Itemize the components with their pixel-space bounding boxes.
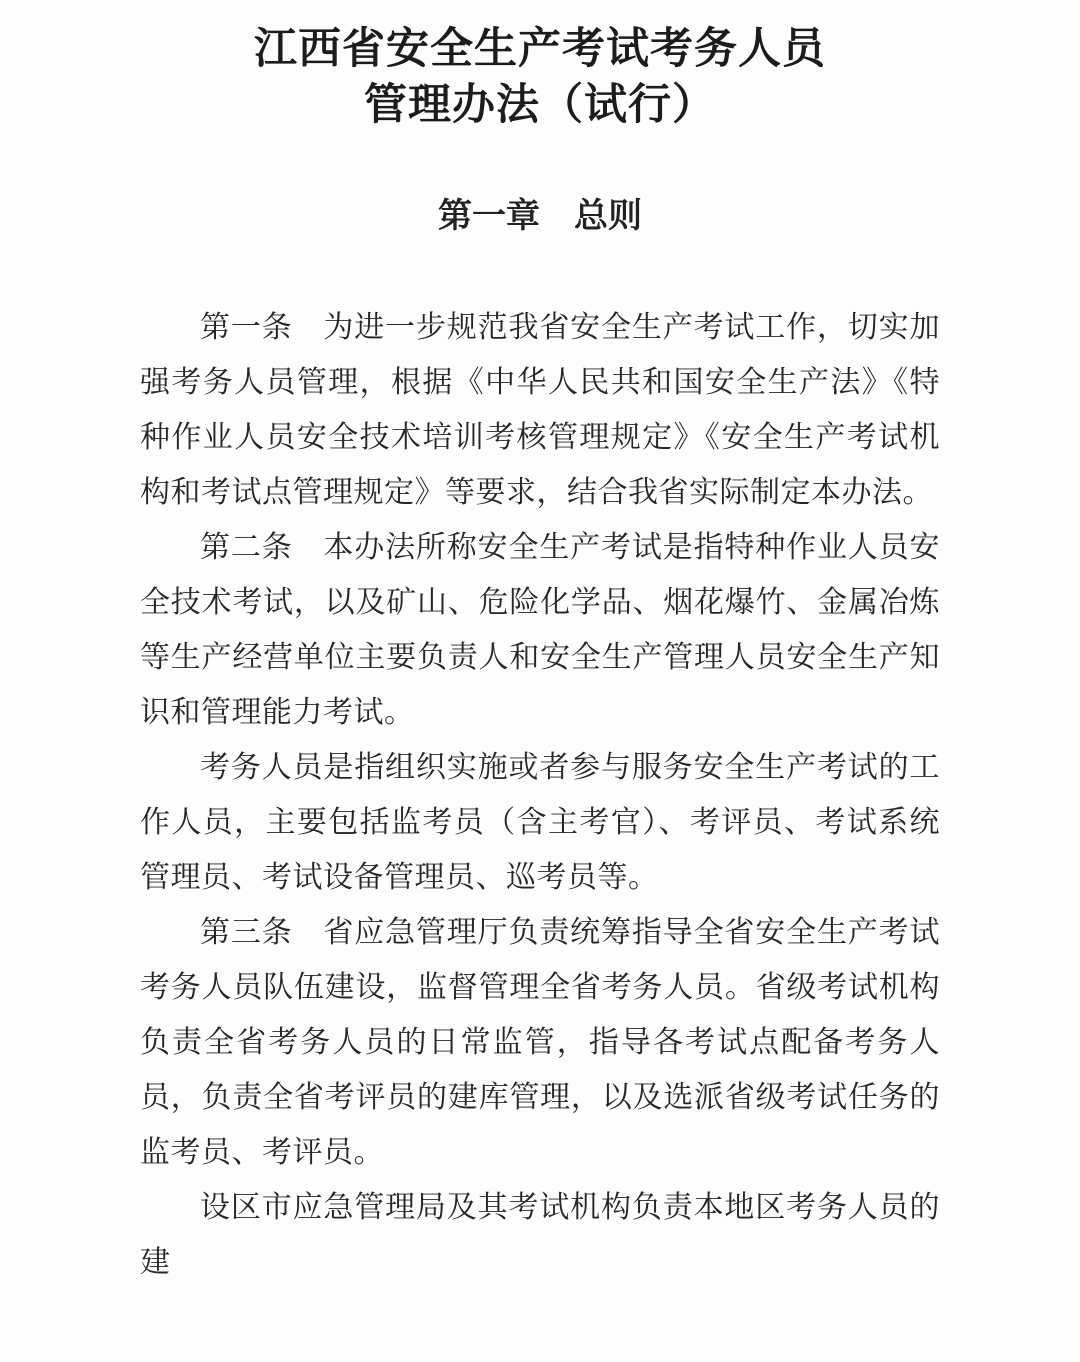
chapter-heading: 第一章 总则 [438, 198, 642, 235]
document-title-line-1: 江西省安全生产考试考务人员 [254, 26, 826, 73]
paragraph-article-2-continued: 考务人员是指组织实施或者参与服务安全生产考试的工作人员，主要包括监考员（含主考官）、考评员、考试系统管理员、考试设备管理员、巡考员等。 [140, 751, 940, 894]
paragraph-article-3: 第三条 省应急管理厅负责统筹指导全省安全生产考试考务人员队伍建设，监督管理全省考务人员。省级考试机构负责全省考务人员的日常监管，指导各考试点配备考务人员，负责全省考评员的建库管理，以及选派省级考试任务的监考员、考评员。 [140, 916, 940, 1169]
paragraph-article-2: 第二条 本办法所称安全生产考试是指特种作业人员安全技术考试，以及矿山、危险化学品、烟花爆竹、金属冶炼等生产经营单位主要负责人和安全生产管理人员安全生产知识和管理能力考试。 [140, 531, 940, 729]
document-title-line-2: 管理办法（试行） [364, 82, 716, 129]
document-title [140, 22, 940, 134]
paragraph-article-3-continued: 设区市应急管理局及其考试机构负责本地区考务人员的建 [140, 1191, 940, 1279]
document-body [140, 300, 940, 1290]
paragraph-article-1: 第一条 为进一步规范我省安全生产考试工作，切实加强考务人员管理，根据《中华人民共和国安全生产法》《特种作业人员安全技术培训考核管理规定》《安全生产考试机构和考试点管理规定》等要求，结合我省实际制定本办法。 [140, 311, 940, 509]
